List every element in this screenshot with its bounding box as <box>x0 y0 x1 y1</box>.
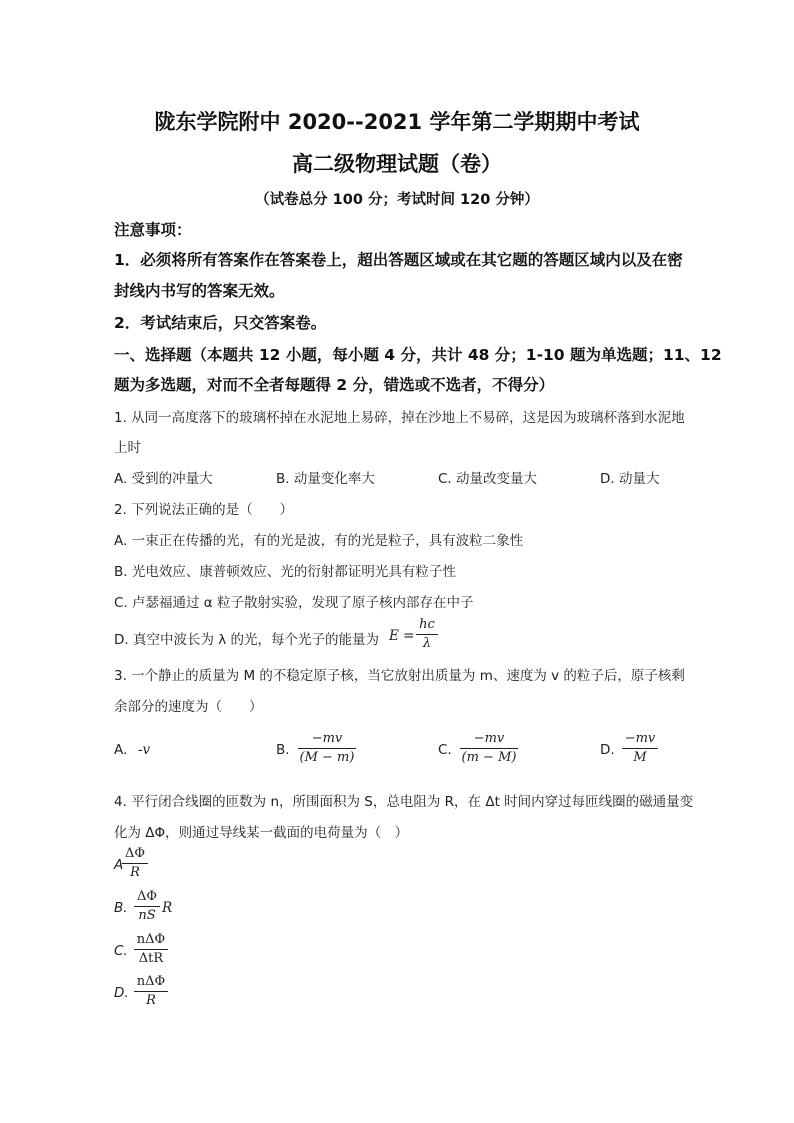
q4-option-b-suffix: R <box>162 900 173 916</box>
notes-item-1-line-2: 封线内书写的答案无效。 <box>114 282 285 300</box>
exam-subject-title: 高二级物理试题（卷） <box>292 152 502 176</box>
q3-stem-line-2: 余部分的速度为（ ） <box>114 699 263 715</box>
q4-stem-line-2: 化为 ΔΦ，则通过导线某一截面的电荷量为（ ） <box>114 825 409 841</box>
q3-option-a-label: A. <box>114 742 128 758</box>
q4-option-a-numerator: ΔΦ <box>124 846 146 861</box>
q4-option-b-denominator: nS <box>138 908 156 923</box>
q2-option-a: A. 一束正在传播的光，有的光是波，有的光是粒子，具有波粒二象性 <box>114 533 524 549</box>
q3-option-b-denominator: (M − m) <box>299 750 355 765</box>
q3-option-c-numerator: −mv <box>473 731 505 746</box>
q3-option-c-denominator: (m − M) <box>461 750 517 765</box>
fraction-bar <box>460 748 518 749</box>
fraction-bar <box>298 748 356 749</box>
fraction-bar <box>134 949 168 950</box>
q3-option-b-label: B. <box>276 742 290 758</box>
q3-option-b-formula <box>298 731 356 766</box>
notes-heading: 注意事项： <box>114 221 192 239</box>
q1-option-a: A. 受到的冲量大 <box>114 471 213 487</box>
section-heading-line-2: 题为多选题，对而不全者每题得 2 分，错选或不选者，不得分） <box>114 376 555 394</box>
q4-option-d-label: D. <box>114 985 129 1001</box>
q4-option-b-numerator: ΔΦ <box>136 889 158 904</box>
fraction-bar <box>122 863 148 864</box>
q1-stem-line-2: 上时 <box>114 440 141 456</box>
q1-stem-line-1: 1. 从同一高度落下的玻璃杯掉在水泥地上易碎，掉在沙地上不易碎，这是因为玻璃杯落到水泥地 <box>114 410 685 426</box>
q1-option-d: D. 动量大 <box>600 471 660 487</box>
q4-option-d-numerator: nΔΦ <box>136 974 166 989</box>
q2-stem: 2. 下列说法正确的是（ ） <box>114 502 294 518</box>
q4-option-a-denominator: R <box>130 865 140 880</box>
q4-option-c-numerator: nΔΦ <box>136 932 166 947</box>
q4-option-b-label: B. <box>114 900 128 916</box>
q2-option-c: C. 卢瑟福通过 α 粒子散射实验，发现了原子核内部存在中子 <box>114 595 474 611</box>
q2-option-b: B. 光电效应、康普顿效应、光的衍射都证明光具有粒子性 <box>114 564 456 580</box>
q3-option-d-label: D. <box>600 742 615 758</box>
q4-option-b-formula <box>134 889 160 924</box>
exam-title: 陇东学院附中 2020--2021 学年第二学期期中考试 <box>154 110 640 134</box>
q4-option-c-denominator: ΔtR <box>138 951 164 966</box>
q4-stem-line-1: 4. 平行闭合线圈的匝数为 n，所围面积为 S，总电阻为 R，在 Δt 时间内穿过每匝线圈的磁通量变 <box>114 794 694 810</box>
fraction-bar <box>134 991 168 992</box>
q3-stem-line-1: 3. 一个静止的质量为 M 的不稳定原子核，当它放射出质量为 m、速度为 v 的粒子后，原子核剩 <box>114 668 685 684</box>
q2-option-d-numerator: hc <box>419 617 435 632</box>
q3-option-d-numerator: −mv <box>624 731 656 746</box>
q1-option-b: B. 动量变化率大 <box>276 471 375 487</box>
notes-item-1-line-1: 1．必须将所有答案作在答案卷上，超出答题区域或在其它题的答题区域内以及在密 <box>114 251 683 269</box>
q3-option-d-denominator: M <box>633 750 647 765</box>
fraction-bar <box>134 906 160 907</box>
q4-option-a-label: A <box>114 857 124 873</box>
section-heading-line-1: 一、选择题（本题共 12 小题，每小题 4 分，共计 48 分；1-10 题为单选题；11、12 <box>114 346 722 364</box>
q4-option-d-denominator: R <box>146 993 156 1008</box>
q2-option-d-energy-symbol: E = <box>389 628 415 644</box>
q2-option-d: D. 真空中波长为 λ 的光，每个光子的能量为 <box>114 632 380 648</box>
q1-option-c: C. 动量改变量大 <box>438 471 538 487</box>
q4-option-c-label: C. <box>114 943 128 959</box>
q4-option-a-formula <box>122 846 148 881</box>
exam-info: （试卷总分 100 分；考试时间 120 分钟） <box>255 192 539 208</box>
q2-option-d-denominator: λ <box>422 636 432 651</box>
q3-option-c-formula <box>460 731 518 766</box>
q4-option-d-formula <box>134 974 168 1009</box>
q4-option-c-formula <box>134 932 168 967</box>
q3-option-b-numerator: −mv <box>311 731 343 746</box>
q3-option-d-formula <box>622 731 658 766</box>
q2-option-d-formula <box>416 617 438 652</box>
fraction-bar <box>416 634 438 635</box>
q3-option-a-value: -v <box>138 742 151 758</box>
fraction-bar <box>622 748 658 749</box>
q3-option-c-label: C. <box>438 742 452 758</box>
notes-item-2: 2．考试结束后，只交答案卷。 <box>114 314 327 332</box>
